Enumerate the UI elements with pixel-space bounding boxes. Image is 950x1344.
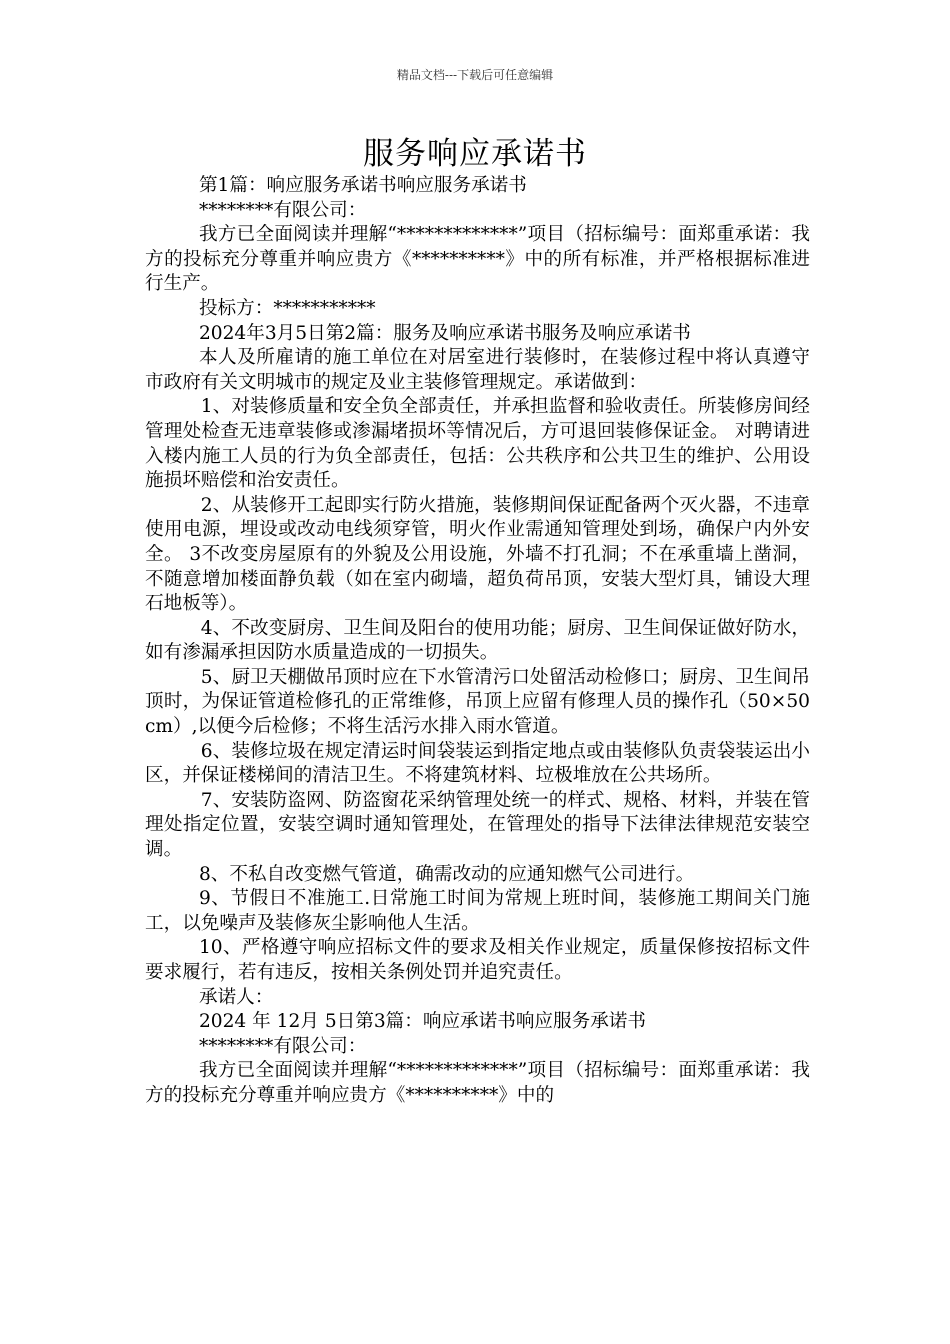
paragraph: 1、对装修质量和安全负全部责任，并承担监督和验收责任。所装修房间经管理处检查无违章装修或渗漏堵损坏等情况后，方可退回装修保证金。 对聘请进入楼内施工人员的行为负全部责任，包括：公共秩序和公共卫生的维护、公用设施损坏赔偿和治安责任。 — [145, 396, 810, 492]
page-header: 精品文档---下载后可任意编辑 — [396, 68, 554, 82]
paragraph: ********有限公司： — [198, 1035, 367, 1057]
paragraph: 我方已全面阅读并理解“*************”项目（招标编号：面郑重承诺：我方的投标充分尊重并响应贵方《**********》中的 — [145, 1060, 810, 1106]
paragraph: 6、装修垃圾在规定清运时间袋装运到指定地点或由装修队负责袋装运出小区，并保证楼梯间的清洁卫生。不将建筑材料、垃极堆放在公共场所。 — [145, 740, 810, 787]
paragraph: 8、不私自改变燃气管道，确需改动的应通知燃气公司进行。 — [198, 863, 695, 885]
paragraph: 2、从装修开工起即实行防火措施，装修期间保证配备两个灭火器，不违章使用电源，埋设或改动电线须穿管，明火作业需通知管理处到场，确保户内外安全。 3不改变房屋原有的外貌及公用设施，外墙不打孔洞；不在承重墙上凿洞，不随意增加楼面静负载（如在室内砌墙，超负荷吊顶，安装大型灯具，铺设大理石地板等）。 — [145, 494, 810, 615]
paragraph: 10、严格遵守响应招标文件的要求及相关作业规定，质量保修按招标文件要求履行，若有违反，按相关条例处罚并追究责任。 — [145, 937, 810, 983]
paragraph: ********有限公司： — [198, 199, 367, 221]
paragraph: 2024年3月5日第2篇：服务及响应承诺书服务及响应承诺书 — [198, 322, 691, 344]
paragraph: 9、节假日不准施工.日常施工时间为常规上班时间，装修施工期间关门施工，以免噪声及装修灰尘影响他人生活。 — [145, 888, 810, 934]
paragraph: 本人及所雇请的施工单位在对居室进行装修时，在装修过程中将认真遵守市政府有关文明城市的规定及业主装修管理规定。承诺做到： — [145, 347, 810, 393]
paragraph: 2024 年 12月 5日第3篇：响应承诺书响应服务承诺书 — [198, 1011, 646, 1033]
paragraph: 5、厨卫天棚做吊顶时应在下水管清污口处留活动检修口；厨房、卫生间吊顶时，为保证管道检修孔的正常维修，吊顶上应留有修理人员的操作孔（50×50cm）,以便今后检修；不将生活污水排入雨水管道。 — [145, 666, 810, 738]
paragraph: 承诺人： — [198, 986, 274, 1008]
paragraph: 投标方：*********** — [198, 297, 376, 319]
paragraph: 7、安装防盗网、防盗窗花采纳管理处统一的样式、规格、材料，并装在管理处指定位置，安装空调时通知管理处，在管理处的指导下法律法律规范安装空调。 — [145, 789, 810, 861]
document-title: 服务响应承诺书 — [363, 136, 587, 172]
paragraph: 4、不改变厨房、卫生间及阳台的使用功能；厨房、卫生间保证做好防水，如有渗漏承担因防水质量造成的一切损失。 — [145, 617, 810, 664]
paragraph: 我方已全面阅读并理解“*************”项目（招标编号：面郑重承诺：我方的投标充分尊重并响应贵方《**********》中的所有标准，并严格根据标准进行生产。 — [145, 224, 810, 295]
document-body — [145, 174, 810, 1109]
paragraph: 第1篇：响应服务承诺书响应服务承诺书 — [198, 175, 527, 196]
